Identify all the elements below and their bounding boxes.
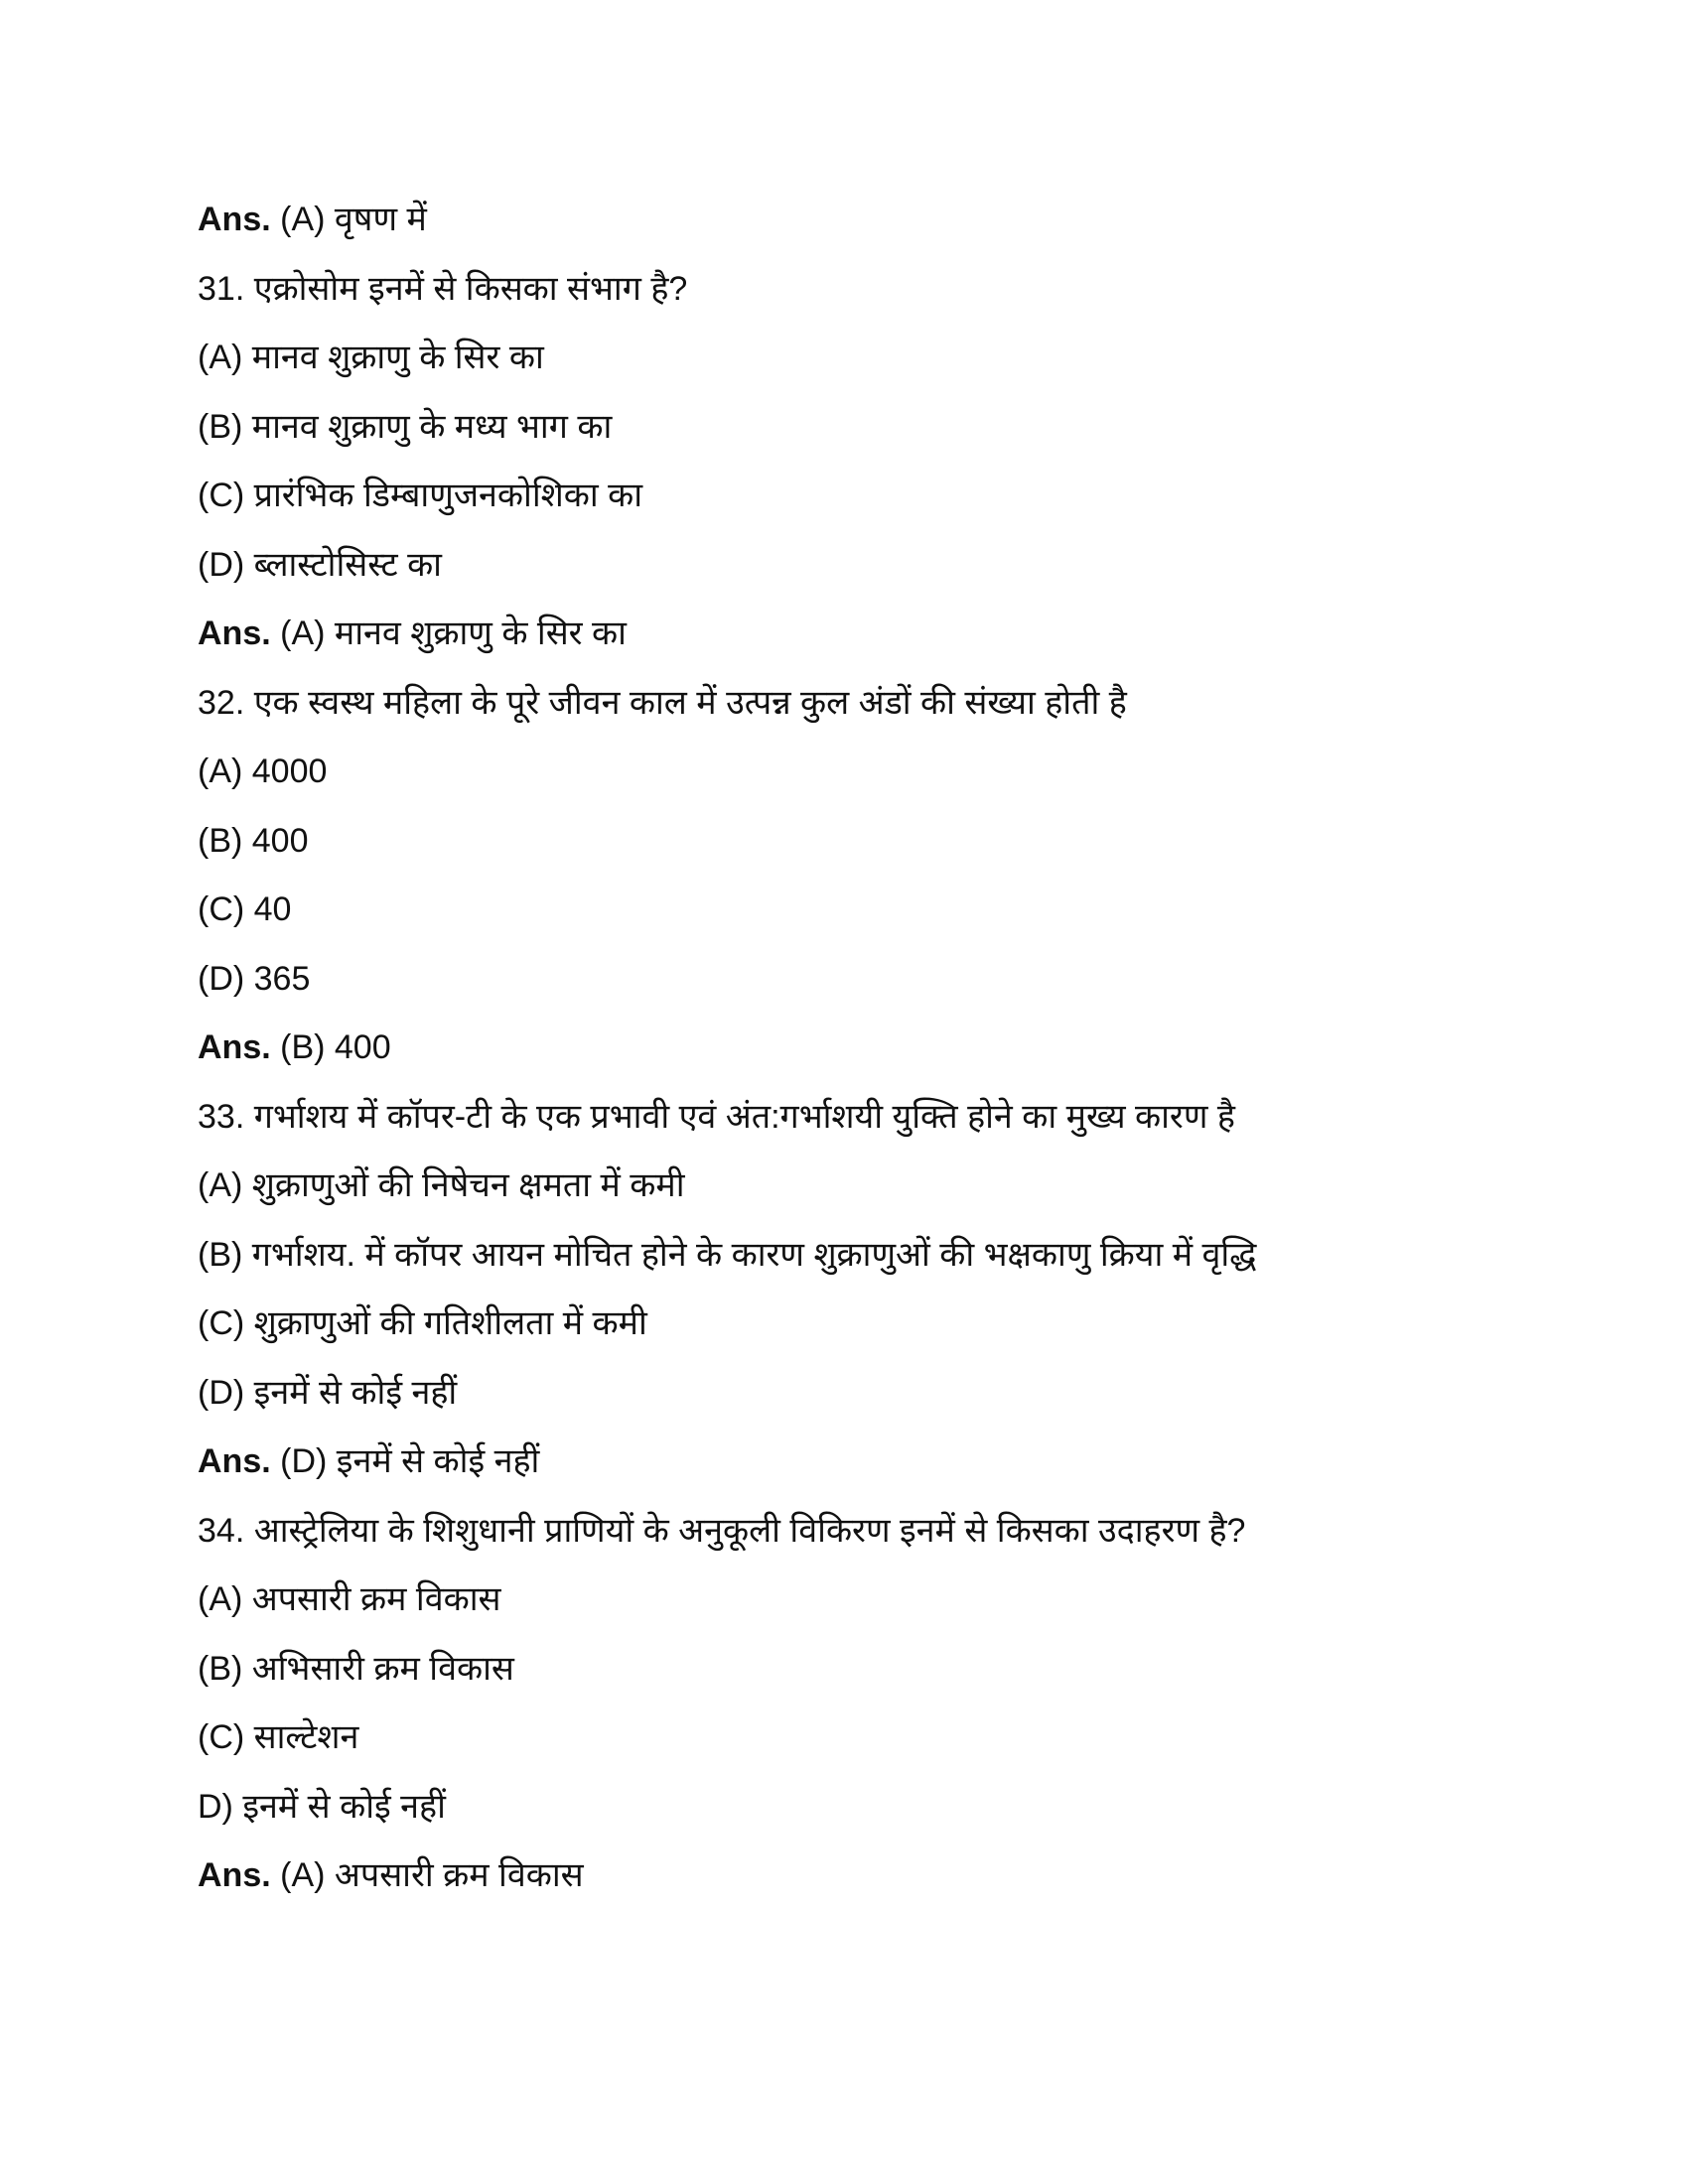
answer-label: Ans.: [198, 1856, 271, 1894]
option-line: (B) अभिसारी क्रम विकास: [198, 1649, 514, 1688]
answer-text: (D) इनमें से कोई नहीं: [270, 1442, 540, 1480]
document-page: [198, 189, 1588, 1914]
answer-line: [198, 1431, 1588, 1500]
option-line: (A) अपसारी क्रम विकास: [198, 1580, 501, 1618]
option-line: D) इनमें से कोई नहीं: [198, 1787, 446, 1826]
answer-text: (A) वृषण में: [270, 201, 427, 238]
question-33: 33. गर्भाशय में कॉपर-टी के एक प्रभावी एवं अंत:गर्भाशयी युक्ति होने का मुख्य कारण है: [198, 1097, 1235, 1136]
option-line: (D) इनमें से कोई नहीं: [198, 1373, 458, 1412]
answer-text: (A) मानव शुक्राणु के सिर का: [270, 614, 627, 652]
option-line: (C) साल्टेशन: [198, 1718, 359, 1756]
answer-text: (B) 400: [270, 1028, 391, 1066]
answer-label: Ans.: [198, 1442, 271, 1480]
answer-line: [198, 603, 1588, 672]
option-line: (C) प्रारंभिक डिम्बाणुजनकोशिका का: [198, 477, 643, 514]
answer-line: [198, 1844, 1588, 1914]
answer-label: Ans.: [198, 201, 271, 238]
option-line: (A) मानव शुक्राणु के सिर का: [198, 339, 544, 376]
option-line: (D) ब्लास्टोसिस्ट का: [198, 545, 442, 584]
question-34: 34. आस्ट्रेलिया के शिशुधानी प्राणियों के अनुकूली विकिरण इनमें से किसका उदाहरण है?: [198, 1511, 1246, 1550]
option-line: (C) शुक्राणुओं की गतिशीलता में कमी: [198, 1304, 647, 1342]
option-line: (D) 365: [198, 959, 311, 998]
option-line: (B) मानव शुक्राणु के मध्य भाग का: [198, 407, 613, 446]
answer-line: [198, 189, 1588, 258]
question-32: 32. एक स्वस्थ महिला के पूरे जीवन काल में उत्पन्न कुल अंडों की संख्या होती है: [198, 683, 1127, 722]
option-line: (A) शुक्राणुओं की निषेचन क्षमता में कमी: [198, 1166, 685, 1204]
question-31: 31. एक्रोसोम इनमें से किसका संभाग है?: [198, 269, 688, 308]
answer-label: Ans.: [198, 1028, 271, 1066]
option-line: (B) 400: [198, 821, 309, 860]
answer-label: Ans.: [198, 614, 271, 652]
answer-line: [198, 1017, 1588, 1086]
option-line: (A) 4000: [198, 752, 328, 790]
option-line: (C) 40: [198, 890, 292, 928]
option-line: (B) गर्भाशय. में कॉपर आयन मोचित होने के कारण शुक्राणुओं की भक्षकाणु क्रिया में वृद्धि: [198, 1235, 1257, 1274]
answer-text: (A) अपसारी क्रम विकास: [270, 1856, 584, 1894]
